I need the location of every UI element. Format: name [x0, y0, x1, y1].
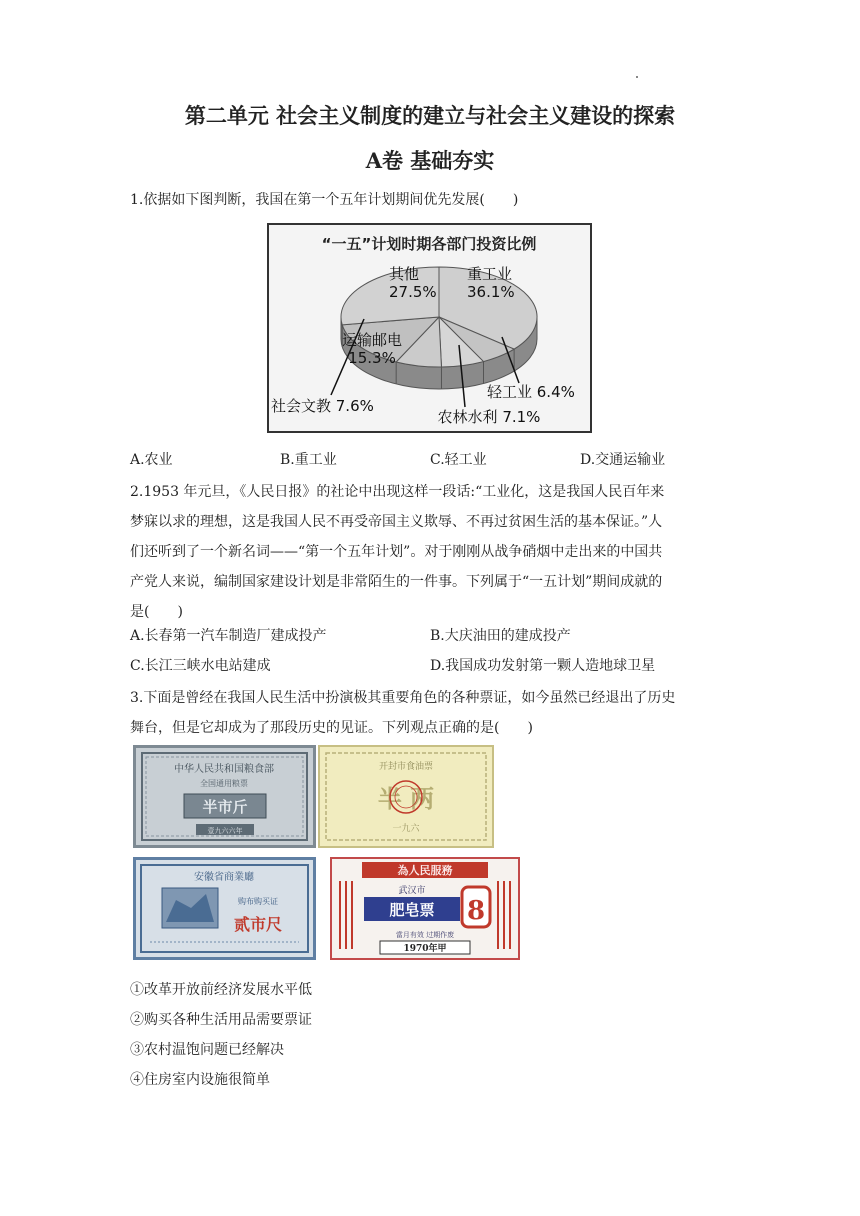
statement-3: ③农村温饱问题已经解决	[130, 1042, 284, 1058]
page-subtitle: A卷 基础夯实	[365, 148, 495, 173]
coupon-1-bottom: 壹九六六年	[207, 827, 243, 835]
coupon-3-sub-text: 购布购买证	[238, 897, 278, 906]
cloth-ration-coupon-image	[133, 857, 316, 960]
q2-option-b: B.大庆油田的建成投产	[430, 628, 571, 644]
coupon-2-value: 半 两	[377, 784, 435, 813]
soap-ration-coupon-image	[330, 857, 520, 960]
question-1-stem: 1.依据如下图判断，我国在第一个五年计划期间优先发展( )	[130, 192, 519, 208]
statement-1: ①改革开放前经济发展水平低	[130, 982, 312, 998]
question-2-line: 们还听到了一个新名词——“第一个五年计划”。对于刚刚从战争硝烟中走出来的中国共	[130, 544, 663, 560]
q1-option-a: A.农业	[130, 452, 173, 468]
pie-label-运输邮电: 15.3%	[348, 349, 396, 367]
coupon-3-value: 贰市尺	[233, 915, 283, 934]
coupon-2-top-text: 开封市食油票	[378, 762, 434, 772]
question-3-line: 3.下面是曾经在我国人民生活中扮演极其重要角色的各种票证，如今虽然已经退出了历史	[130, 690, 676, 706]
coupon-1-value: 半市斤	[202, 798, 248, 816]
q2-option-c: C.长江三峡水电站建成	[130, 658, 271, 674]
question-2-stem	[130, 477, 730, 627]
question-2-line: 2.1953 年元旦，《人民日报》的社论中出现这样一段话:“工业化，这是我国人民百年来	[130, 484, 665, 500]
pie-label-其他: 27.5%	[389, 283, 437, 301]
coupon-1-top-text: 中华人民共和国粮食部	[174, 764, 274, 775]
pie-label-轻工业: 轻工业 6.4%	[487, 383, 575, 401]
coupon-2-bottom: 一九六	[392, 824, 420, 834]
statement-4: ④住房室内设施很简单	[130, 1072, 270, 1088]
pie-label-运输邮电: 运输邮电	[341, 331, 403, 349]
statement-2: ②购买各种生活用品需要票证	[130, 1012, 312, 1028]
oil-ration-coupon-image	[318, 745, 494, 848]
question-2-line: 梦寐以求的理想，这是我国人民不再受帝国主义欺辱、不再过贫困生活的基本保证。”人	[130, 514, 663, 530]
pie-label-重工业: 36.1%	[467, 283, 515, 301]
pie-label-重工业: 重工业	[467, 265, 513, 283]
page-title: 第二单元 社会主义制度的建立与社会主义建设的探索	[184, 103, 676, 128]
coupon-1-sub-text: 全国通用粮票	[200, 779, 248, 788]
q2-option-d: D.我国成功发射第一颗人造地球卫星	[430, 658, 656, 674]
coupon-3-top-text: 安徽省商業廳	[194, 872, 254, 883]
scan-speck	[636, 76, 638, 78]
q1-option-d: D.交通运输业	[580, 452, 666, 468]
coupon-4-year: 1970年甲	[403, 944, 447, 954]
pie-label-社会文教: 社会文教 7.6%	[271, 397, 374, 415]
q2-option-a: A.长春第一汽车制造厂建成投产	[130, 628, 327, 644]
coupon-4-city: 武汉市	[398, 886, 426, 896]
pie-chart-svg	[269, 225, 590, 431]
question-2-line: 是( )	[130, 604, 183, 620]
q1-option-c: C.轻工业	[430, 452, 487, 468]
question-3-stem	[130, 683, 730, 743]
question-2-line: 产党人来说，编制国家建设计划是非常陌生的一件事。下列属于“一五计划”期间成就的	[130, 574, 663, 590]
q1-option-b: B.重工业	[280, 452, 337, 468]
question-3-line: 舞台，但是它却成为了那段历史的见证。下列观点正确的是( )	[130, 720, 533, 736]
coupon-4-banner: 為人民服務	[397, 864, 453, 877]
coupon-4-note: 當月有效 过期作废	[395, 931, 455, 939]
pie-label-农林水利: 农林水利 7.1%	[437, 408, 541, 426]
coupon-4-value: 肥皂票	[389, 901, 435, 919]
pie-label-其他: 其他	[389, 265, 420, 283]
grain-ration-coupon-image	[133, 745, 316, 848]
chart-title: “一五”计划时期各部门投资比例	[321, 235, 537, 253]
pie-chart-figure	[267, 223, 592, 433]
coupon-4-number: 8	[466, 896, 486, 926]
